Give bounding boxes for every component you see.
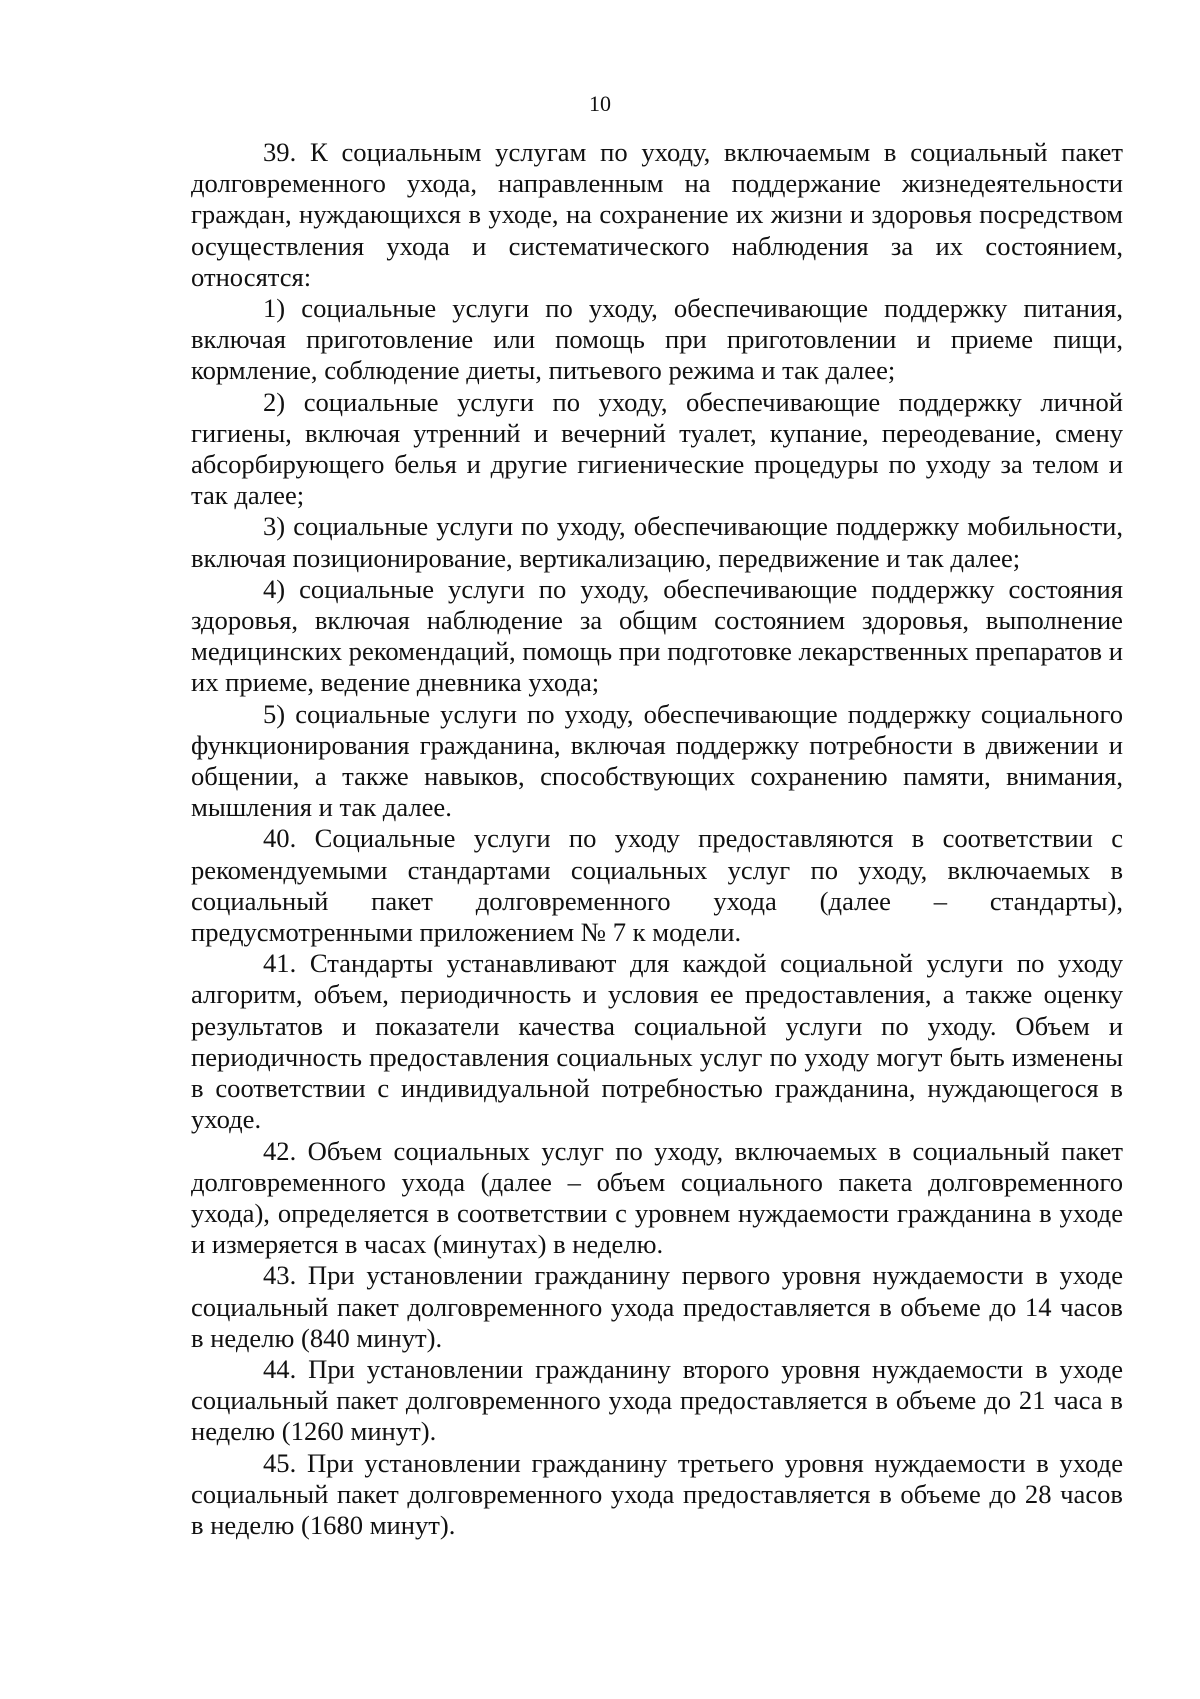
paragraph-42: 42. Объем социальных услуг по уходу, включаемых в социальный пакет долговременного ухода (далее – объем социального пакета долговременного ухода), определяется в соответствии с уровнем нуждаемости гражданина в уходе и измеряется в часах (минутах) в неделю. — [191, 1135, 1123, 1260]
paragraph-43: 43. При установлении гражданину первого уровня нуждаемости в уходе социальный пакет долговременного ухода предоставляется в объеме до 14 часов в неделю (840 минут). — [191, 1260, 1123, 1353]
paragraph-39-item-3: 3) социальные услуги по уходу, обеспечивающие поддержку мобильности, включая позиционирование, вертикализацию, передвижение и так далее; — [191, 511, 1123, 573]
page-number: 10 — [589, 91, 611, 116]
document-body — [191, 137, 1123, 1541]
paragraph-39-item-4: 4) социальные услуги по уходу, обеспечивающие поддержку состояния здоровья, включая наблюдение за общим состоянием здоровья, выполнение медицинских рекомендаций, помощь при подготовке лекарственных препаратов и их приеме, ведение дневника ухода; — [191, 573, 1123, 698]
paragraph-41: 41. Стандарты устанавливают для каждой социальной услуги по уходу алгоритм, объем, периодичность и условия ее предоставления, а также оценку результатов и показатели качества социальной услуги по уходу. Объем и периодичность предоставления социальных услуг по уходу могут быть изменены в соответствии с индивидуальной потребностью гражданина, нуждающегося в уходе. — [191, 948, 1123, 1135]
paragraph-39-item-1: 1) социальные услуги по уходу, обеспечивающие поддержку питания, включая приготовление или помощь при приготовлении и приеме пищи, кормление, соблюдение диеты, питьевого режима и так далее; — [191, 293, 1123, 386]
paragraph-39: 39. К социальным услугам по уходу, включаемым в социальный пакет долговременного ухода, направленным на поддержание жизнедеятельности граждан, нуждающихся в уходе, на сохранение их жизни и здоровья посредством осуществления ухода и систематического наблюдения за их состоянием, относятся: — [191, 137, 1123, 292]
paragraph-39-item-5: 5) социальные услуги по уходу, обеспечивающие поддержку социального функционирования гражданина, включая поддержку потребности в движении и общении, а также навыков, способствующих сохранению памяти, внимания, мышления и так далее. — [191, 698, 1123, 823]
paragraph-45: 45. При установлении гражданину третьего уровня нуждаемости в уходе социальный пакет долговременного ухода предоставляется в объеме до 28 часов в неделю (1680 минут). — [191, 1447, 1123, 1540]
paragraph-39-item-2: 2) социальные услуги по уходу, обеспечивающие поддержку личной гигиены, включая утренний и вечерний туалет, купание, переодевание, смену абсорбирующего белья и другие гигиенические процедуры по уходу за телом и так далее; — [191, 386, 1123, 511]
paragraph-44: 44. При установлении гражданину второго уровня нуждаемости в уходе социальный пакет долговременного ухода предоставляется в объеме до 21 часа в неделю (1260 минут). — [191, 1353, 1123, 1447]
paragraph-40: 40. Социальные услуги по уходу предоставляются в соответствии с рекомендуемыми стандартами социальных услуг по уходу, включаемых в социальный пакет долговременного ухода (далее – стандарты), предусмотренными приложением № 7 к модели. — [191, 823, 1123, 948]
